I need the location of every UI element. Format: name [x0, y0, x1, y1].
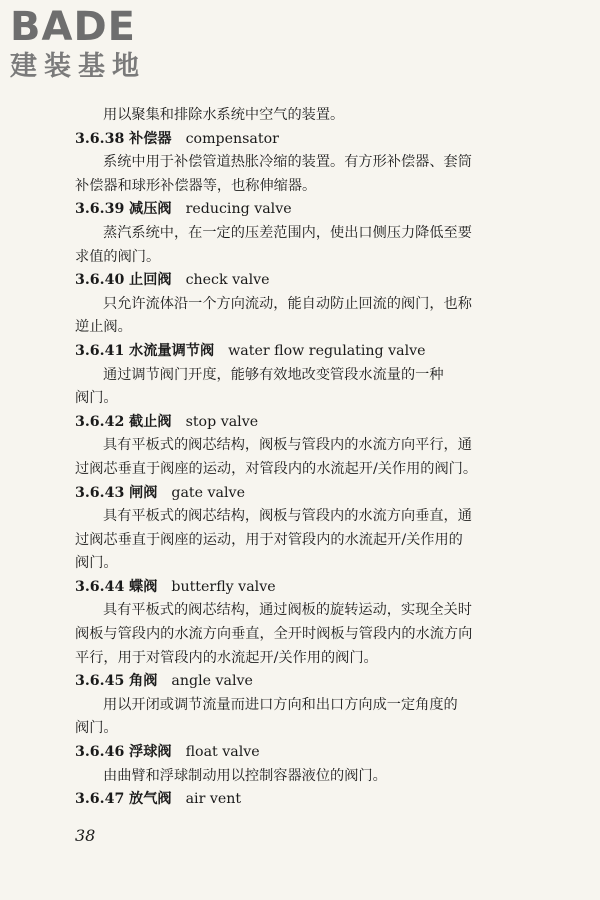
term-english: gate valve: [171, 484, 245, 501]
term-definition-line: 用以开闭或调节流量而进口方向和出口方向成一定角度的: [103, 696, 458, 713]
term-heading: [75, 670, 525, 694]
term-heading: [75, 411, 525, 435]
term-chinese: 角阀: [129, 673, 158, 690]
term-chinese: 浮球阀: [129, 744, 172, 761]
term-number: 3.6.43: [75, 484, 125, 501]
term-definition-line: 平行，用于对管段内的水流起开/关作用的阀门。: [75, 649, 378, 666]
document-body: [75, 104, 525, 812]
term-english: stop valve: [185, 413, 259, 430]
term-definition-line: 阀门。: [75, 720, 118, 737]
term-english: air vent: [185, 791, 242, 808]
term-chinese: 补偿器: [129, 130, 172, 147]
term-heading: [75, 340, 525, 364]
term-definition-line: 蒸汽系统中，在一定的压差范围内，使出口侧压力降低至要: [103, 224, 472, 241]
bade-logo: [10, 4, 180, 90]
term-heading: [75, 741, 525, 765]
term-english: float valve: [185, 744, 260, 761]
term-heading: [75, 269, 525, 293]
term-number: 3.6.39: [75, 201, 125, 218]
term-heading: [75, 576, 525, 600]
term-english: butterfly valve: [171, 578, 276, 595]
term-definition-line: 系统中用于补偿管道热胀冷缩的装置。有方形补偿器、套筒: [103, 154, 472, 171]
term-definition-line: 过阀芯垂直于阀座的运动，用于对管段内的水流起开/关作用的: [75, 531, 463, 548]
term-chinese: 闸阀: [129, 484, 158, 501]
term-definition-line: 过阀芯垂直于阀座的运动，对管段内的水流起开/关作用的阀门。: [75, 460, 478, 477]
term-chinese: 止回阀: [129, 272, 172, 289]
term-number: 3.6.45: [75, 673, 125, 690]
logo-chinese-name: 建装基地: [10, 51, 146, 82]
term-english: check valve: [185, 272, 270, 289]
page-number: 38: [75, 826, 96, 845]
term-definition-line: 阀门。: [75, 555, 118, 572]
term-number: 3.6.40: [75, 272, 125, 289]
term-english: reducing valve: [185, 201, 292, 218]
term-number: 3.6.38: [75, 130, 125, 147]
term-definition-line: 阀门。: [75, 390, 118, 407]
term-number: 3.6.46: [75, 744, 125, 761]
term-english: angle valve: [171, 673, 253, 690]
term-heading: [75, 128, 525, 152]
term-number: 3.6.41: [75, 342, 125, 359]
logo-wordmark: BADE: [10, 4, 136, 50]
term-heading: [75, 482, 525, 506]
term-definition-line: 具有平板式的阀芯结构，阀板与管段内的水流方向平行，通: [103, 437, 472, 454]
term-chinese: 减压阀: [129, 201, 172, 218]
term-definition-line: 补偿器和球形补偿器等，也称伸缩器。: [75, 177, 317, 194]
term-english: compensator: [185, 130, 279, 147]
term-definition-line: 只允许流体沿一个方向流动，能自动防止回流的阀门，也称: [103, 295, 472, 312]
term-definition-line: 由曲臂和浮球制动用以控制容器液位的阀门。: [103, 767, 387, 784]
term-chinese: 截止阀: [129, 413, 172, 430]
term-heading: [75, 198, 525, 222]
term-number: 3.6.42: [75, 413, 125, 430]
term-number: 3.6.47: [75, 791, 125, 808]
term-heading: [75, 788, 525, 812]
term-chinese: 蝶阀: [129, 578, 158, 595]
term-english: water flow regulating valve: [228, 342, 426, 359]
term-definition-line: 具有平板式的阀芯结构，通过阀板的旋转运动，实现全关时: [103, 602, 472, 619]
term-definition-line: 求值的阀门。: [75, 248, 161, 265]
term-definition-line: 逆止阀。: [75, 319, 132, 336]
term-chinese: 水流量调节阀: [129, 342, 215, 359]
term-number: 3.6.44: [75, 578, 125, 595]
term-definition-line: 阀板与管段内的水流方向垂直，全开时阀板与管段内的水流方向: [75, 626, 473, 643]
term-definition-line: 通过调节阀门开度，能够有效地改变管段水流量的一种: [103, 366, 444, 383]
intro-definition: 用以聚集和排除水系统中空气的装置。: [103, 107, 345, 123]
term-definition-line: 具有平板式的阀芯结构，阀板与管段内的水流方向垂直，通: [103, 508, 472, 525]
term-chinese: 放气阀: [129, 791, 172, 808]
